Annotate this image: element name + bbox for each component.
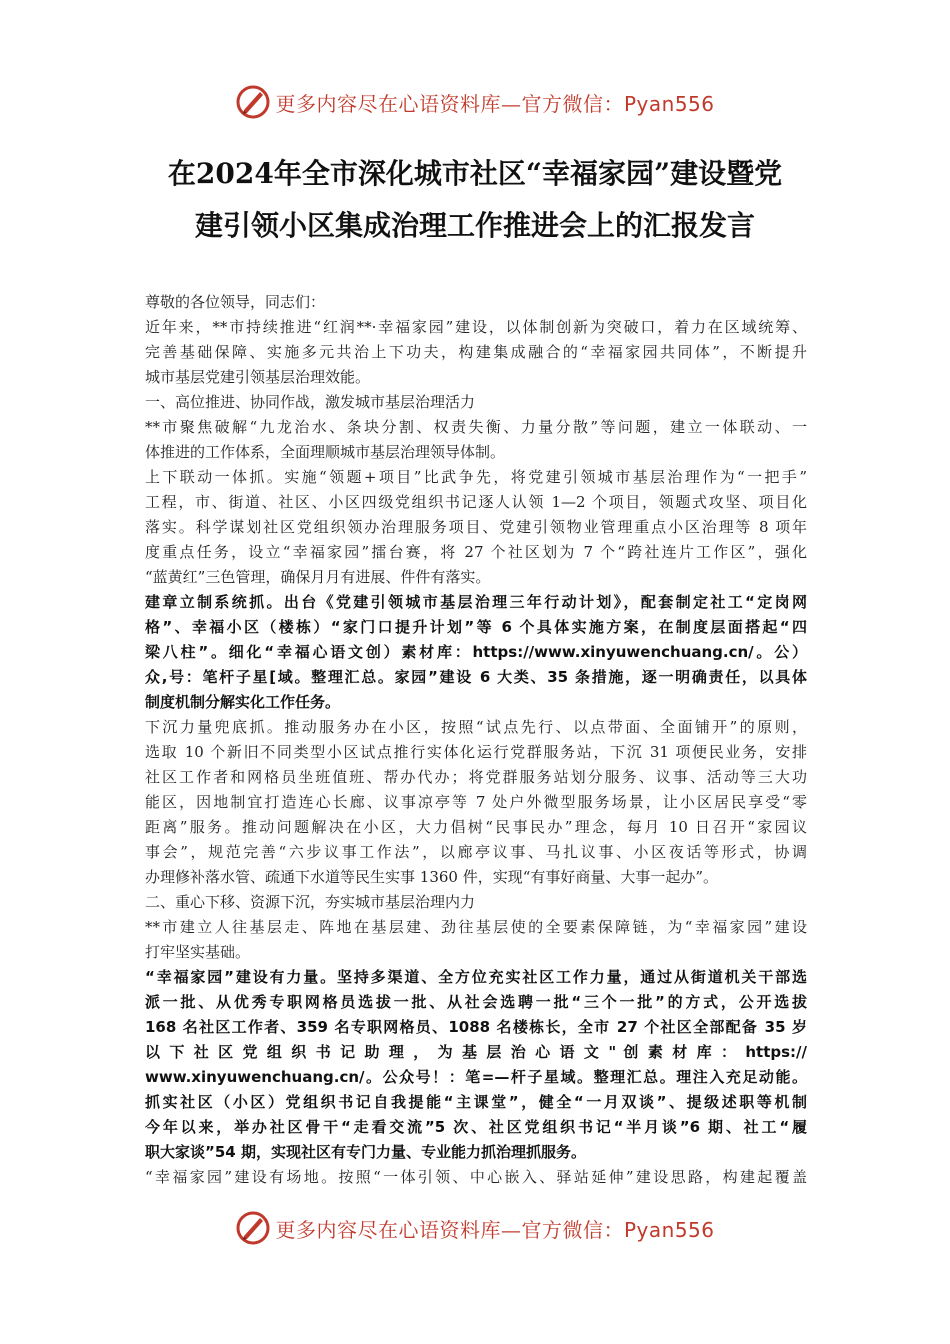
text-line: 近年来，**市持续推进“红润**·幸福家园”建设，以体制创新为突破口，着力在区域统筹、 xyxy=(145,318,807,336)
text-line: 尊敬的各位领导，同志们： xyxy=(145,293,326,311)
title-line-1: 在2024年全市深化城市社区“幸福家园”建设暨党 xyxy=(167,157,783,190)
text-line: 抓实社区（小区）党组织书记自我提能“主课堂”，健全“一月双谈”、提级述职等机制 xyxy=(145,1093,807,1111)
text-line: 上下联动一体抓。实施“领题+项目”比武争先，将党建引领城市基层治理作为“一把手” xyxy=(145,468,807,486)
text-line: 体推进的工作体系，全面理顺城市基层治理领导体制。 xyxy=(145,443,506,461)
text-line: 梁八柱”。细化“幸福心语文创）素材库：https://www.xinyuwenchuang.cn/。公） xyxy=(145,643,807,661)
text-line: 度重点任务，设立“幸福家园”擂台赛，将 27 个社区划为 7 个“跨社连片工作区”，强化 xyxy=(145,543,807,561)
text-line: 建章立制系统抓。出台《党建引领城市基层治理三年行动计划》，配套制定社工“定岗网 xyxy=(145,593,807,611)
logo-icon xyxy=(235,1210,271,1246)
text-line: 落实。科学谋划社区党组织领办治理服务项目、党建引领物业管理重点小区治理等 8 项年 xyxy=(145,518,807,536)
text-line: “幸福家园”建设有场地。按照“一体引领、中心嵌入、驿站延伸”建设思路，构建起覆盖 xyxy=(145,1168,807,1186)
text-line: 打牢坚实基础。 xyxy=(145,943,251,961)
text-line: 派一批、从优秀专职网格员选拔一批、从社会选聘一批“三个一批”的方式，公开选拔 xyxy=(145,993,807,1011)
text-line: 距离”服务。推动问题解决在小区，大力倡树“民事民办”理念，每月 10 日召开“家园议 xyxy=(145,818,807,836)
text-line: 社区工作者和网格员坐班值班、帮办代办；将党群服务站划分服务、议事、活动等三大功 xyxy=(145,768,807,786)
text-line: 能区，因地制宜打造连心长廊、议事凉亭等 7 处户外微型服务场景，让小区居民享受“零 xyxy=(145,793,807,811)
watermark-banner-bottom xyxy=(0,1208,950,1248)
text-line: 一、高位推进、协同作战，激发城市基层治理活力 xyxy=(145,393,476,411)
text-line: 制度机制分解实化工作任务。 xyxy=(145,693,341,711)
text-line: 工程，市、街道、社区、小区四级党组织书记逐人认领 1—2 个项目，领题式攻坚、项目化 xyxy=(145,493,807,511)
text-line: 以 下 社 区 党 组 织 书 记 助 理 ， 为 基 层 治 心 语 文 " 创 素 材 库 ： https:// xyxy=(145,1043,807,1061)
watermark-text: 更多内容尽在心语资料库—官方微信：Pyan556 xyxy=(275,1217,715,1242)
text-line: “幸福家园”建设有力量。坚持多渠道、全方位充实社区工作力量，通过从街道机关干部选 xyxy=(145,968,807,986)
text-line: 职大家谈”54 期，实现社区有专门力量、专业能力抓治理抓服务。 xyxy=(145,1143,586,1161)
body-text xyxy=(145,290,807,1190)
text-line: 二、重心下移、资源下沉，夯实城市基层治理内力 xyxy=(145,893,476,911)
text-line: 今年以来，举办社区骨干“走看交流”5 次、社区党组织书记“半月谈”6 期、社工“履 xyxy=(145,1118,807,1136)
text-line: “蓝黄红”三色管理，确保月月有进展、件件有落实。 xyxy=(145,568,491,586)
text-line: 事会”，规范完善“六步议事工作法”，以廊亭议事、马扎议事、小区夜话等形式，协调 xyxy=(145,843,807,861)
logo-icon xyxy=(235,84,271,120)
text-line: 办理修补落水管、疏通下水道等民生实事 1360 件，实现“有事好商量、大事一起办”。 xyxy=(145,868,719,886)
text-line: 完善基础保障、实施多元共治上下功夫，构建集成融合的“幸福家园共同体”，不断提升 xyxy=(145,343,807,361)
page-title xyxy=(60,148,890,252)
text-line: 格”、幸福小区（楼栋）“家门口提升计划”等 6 个具体实施方案，在制度层面搭起“四 xyxy=(145,618,807,636)
text-line: www.xinyuwenchuang.cn/。公众号！：笔=—杆子星域。整理汇总。理注入充足动能。 xyxy=(145,1068,807,1086)
text-line: 下沉力量兜底抓。推动服务办在小区，按照“试点先行、以点带面、全面铺开”的原则， xyxy=(145,718,807,736)
watermark-banner-top xyxy=(0,82,950,122)
text-line: 选取 10 个新旧不同类型小区试点推行实体化运行党群服务站，下沉 31 项便民业务，安排 xyxy=(145,743,807,761)
watermark-text: 更多内容尽在心语资料库—官方微信：Pyan556 xyxy=(275,91,715,116)
title-line-2: 建引领小区集成治理工作推进会上的汇报发言 xyxy=(194,209,755,242)
text-line: 城市基层党建引领基层治理效能。 xyxy=(145,368,371,386)
text-line: 众,号：笔杆子星[域。整理汇总。家园”建设 6 大类、35 条措施，逐一明确责任，以具体 xyxy=(145,668,807,686)
text-line: 168 名社区工作者、359 名专职网格员、1088 名楼栋长，全市 27 个社区全部配备 35 岁 xyxy=(145,1018,807,1036)
text-line: **市聚焦破解“九龙治水、条块分割、权责失衡、力量分散”等问题，建立一体联动、一 xyxy=(145,418,807,436)
text-line: **市建立人往基层走、阵地在基层建、劲往基层使的全要素保障链，为“幸福家园”建设 xyxy=(145,918,807,936)
